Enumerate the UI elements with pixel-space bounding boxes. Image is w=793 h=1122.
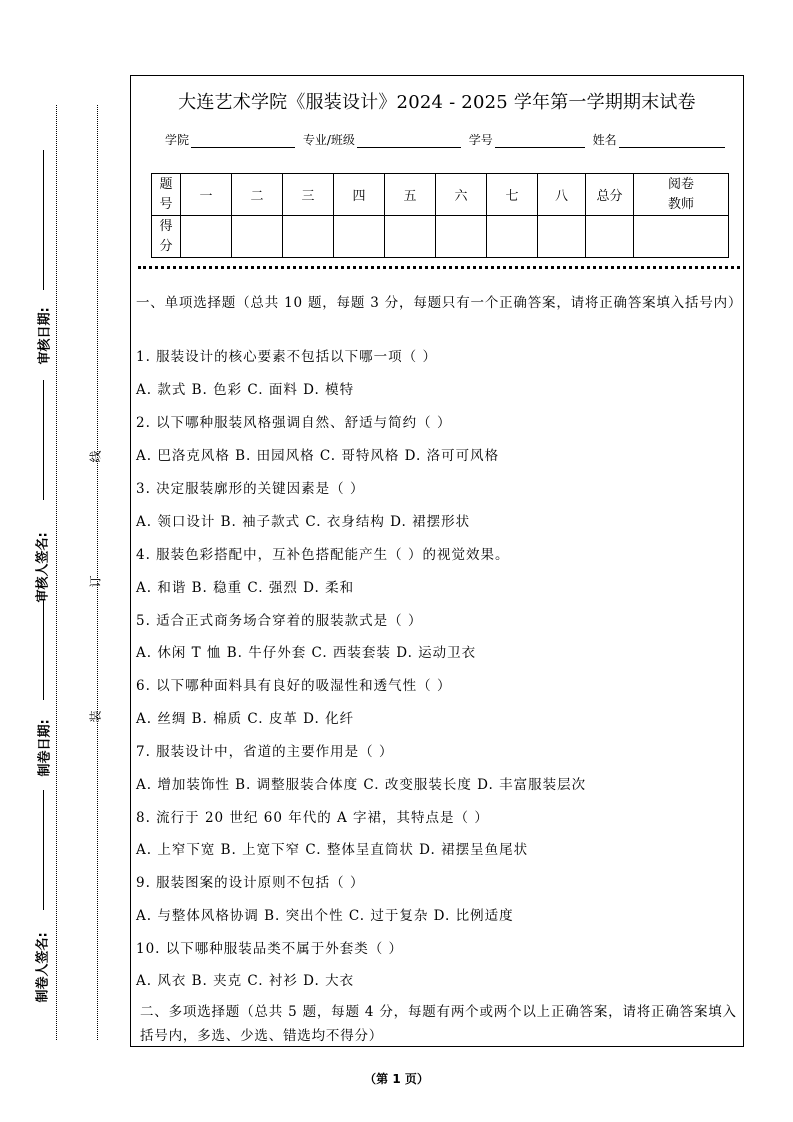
score-col-4: 四	[334, 174, 385, 216]
college-label: 学院	[165, 133, 190, 147]
student-id-label: 学号	[468, 133, 493, 147]
score-row-label: 得分	[152, 216, 181, 258]
reviewer-date-line	[43, 150, 44, 290]
score-col-7: 七	[487, 174, 538, 216]
student-id-field[interactable]	[495, 135, 585, 148]
score-col-total: 总分	[586, 174, 634, 216]
question-9: 9. 服装图案的设计原则不包括（ ）	[136, 875, 365, 891]
score-col-5: 五	[385, 174, 436, 216]
score-cell[interactable]	[283, 216, 334, 258]
options-4: A. 和谐 B. 稳重 C. 强烈 D. 柔和	[136, 580, 355, 596]
options-3: A. 领口设计 B. 袖子款式 C. 衣身结构 D. 裙摆形状	[136, 514, 471, 530]
major-class-field[interactable]	[357, 135, 461, 148]
options-10: A. 风衣 B. 夹克 C. 衬衫 D. 大衣	[136, 973, 355, 989]
maker-sign-line	[43, 790, 44, 910]
header-separator	[138, 266, 740, 269]
name-field[interactable]	[619, 135, 725, 148]
score-cell[interactable]	[232, 216, 283, 258]
reviewer-sign-line	[43, 380, 44, 500]
options-7: A. 增加装饰性 B. 调整服装合体度 C. 改变服装长度 D. 丰富服装层次	[136, 777, 587, 793]
question-1: 1. 服装设计的核心要素不包括以下哪一项（ ）	[136, 349, 437, 365]
score-col-2: 二	[232, 174, 283, 216]
options-8: A. 上窄下宽 B. 上宽下窄 C. 整体呈直筒状 D. 裙摆呈鱼尾状	[136, 842, 529, 858]
binding-char-zhuang: 装	[88, 710, 103, 723]
binding-char-ding: 订	[88, 575, 103, 588]
question-4: 4. 服装色彩搭配中，互补色搭配能产生（ ）的视觉效果。	[136, 547, 510, 563]
section1-heading: 一、单项选择题（总共 10 题，每题 3 分，每题只有一个正确答案，请将正确答案填入括号内）	[136, 295, 743, 311]
binding-dotted-line-inner	[97, 105, 98, 1040]
score-cell[interactable]	[634, 216, 729, 258]
question-6: 6. 以下哪种面料具有良好的吸湿性和透气性（ ）	[136, 678, 452, 694]
question-7: 7. 服装设计中，省道的主要作用是（ ）	[136, 744, 394, 760]
question-8: 8. 流行于 20 世纪 60 年代的 A 字裙，其特点是（ ）	[136, 810, 489, 826]
question-2: 2. 以下哪种服装风格强调自然、舒适与简约（ ）	[136, 415, 452, 431]
score-cell[interactable]	[538, 216, 586, 258]
score-table-row-label: 题号	[152, 174, 181, 216]
options-6: A. 丝绸 B. 棉质 C. 皮革 D. 化纤	[136, 711, 355, 727]
score-col-8: 八	[538, 174, 586, 216]
options-5: A. 休闲 T 恤 B. 牛仔外套 C. 西装套装 D. 运动卫衣	[136, 645, 477, 661]
reviewer-sign-label: 审核人签名:	[35, 532, 51, 603]
question-5: 5. 适合正式商务场合穿着的服装款式是（ ）	[136, 613, 423, 629]
score-cell[interactable]	[334, 216, 385, 258]
score-col-grader: 阅卷教师	[634, 174, 729, 216]
options-9: A. 与整体风格协调 B. 突出个性 C. 过于复杂 D. 比例适度	[136, 908, 514, 924]
question-3: 3. 决定服装廓形的关键因素是（ ）	[136, 481, 365, 497]
name-label: 姓名	[592, 133, 617, 147]
score-col-3: 三	[283, 174, 334, 216]
maker-date-line	[43, 600, 44, 700]
page-number: （第 1 页）	[364, 1072, 429, 1086]
score-cell[interactable]	[586, 216, 634, 258]
major-class-label: 专业/班级	[302, 133, 355, 147]
maker-date-label: 制卷日期:	[37, 719, 53, 777]
reviewer-date-label: 审核日期:	[37, 307, 53, 365]
maker-sign-label: 制卷人签名:	[35, 932, 51, 1003]
section2-heading: 二、多项选择题（总共 5 题，每题 4 分，每题有两个或两个以上正确答案，请将正确答案填入括号内，多选、少选、错选均不得分）	[140, 1004, 737, 1044]
binding-dotted-line-outer	[56, 105, 57, 1040]
score-cell[interactable]	[436, 216, 487, 258]
score-col-6: 六	[436, 174, 487, 216]
exam-title: 大连艺术学院《服装设计》2024 - 2025 学年第一学期期末试卷	[178, 92, 696, 113]
college-field[interactable]	[191, 135, 295, 148]
score-table	[151, 173, 729, 258]
binding-char-xian: 线	[88, 450, 103, 463]
score-col-1: 一	[181, 174, 232, 216]
student-info-row	[165, 131, 729, 148]
score-cell[interactable]	[487, 216, 538, 258]
options-1: A. 款式 B. 色彩 C. 面料 D. 模特	[136, 382, 355, 398]
score-cell[interactable]	[181, 216, 232, 258]
options-2: A. 巴洛克风格 B. 田园风格 C. 哥特风格 D. 洛可可风格	[136, 448, 500, 464]
score-cell[interactable]	[385, 216, 436, 258]
question-10: 10. 以下哪种服装品类不属于外套类（ ）	[136, 941, 404, 957]
